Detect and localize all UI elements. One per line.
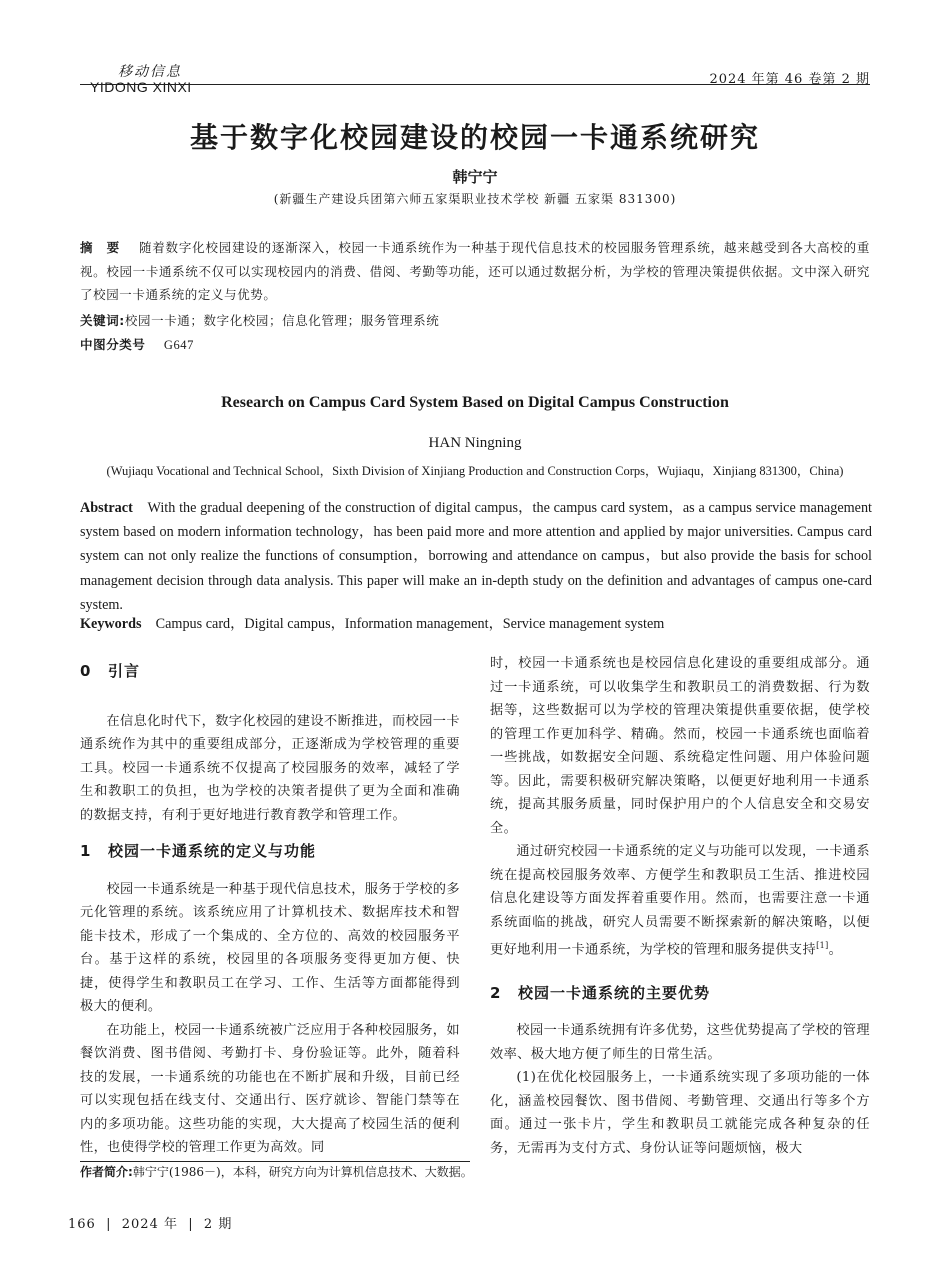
- paragraph: 校园一卡通系统拥有许多优势，这些优势提高了学校的管理效率、极大地方便了师生的日常生活。: [490, 1023, 870, 1062]
- body-right-column: [490, 652, 870, 1160]
- footnote-text: 韩宁宁(1986－)，本科，研究方向为计算机信息技术、大数据。: [132, 1165, 473, 1179]
- keywords-cn: [80, 309, 870, 333]
- keywords-en-label: Keywords: [80, 616, 142, 632]
- paragraph: 在功能上，校园一卡通系统被广泛应用于各种校园服务，如餐饮消费、图书借阅、考勤打卡、身份验证等。此外，随着科技的发展，一卡通系统的功能也在不断扩展和升级，目前已经可以实现包括在线支付、交通出行、医疗就诊、智能门禁等在内的多项功能。这些功能的实现，大大提高了校园生活的便利性，也使得学校的管理工作更为高效。同: [80, 1022, 460, 1155]
- section-1-heading: [80, 840, 460, 864]
- paragraph: [490, 840, 870, 962]
- paragraph: 时，校园一卡通系统也是校园信息化建设的重要组成部分。通过一卡通系统，可以收集学生和教职员工的消费数据、行为数据等，这些数据可以为学校的管理决策提供重要依据，使学校的管理工作更加科学、精确。然而，校园一卡通系统也面临着一些挑战，如数据安全问题、系统稳定性问题、用户体验问题等。因此，需要积极研究解决策略，以便更好地利用一卡通系统，提高其服务质量，同时保护用户的个人信息安全和交易安全。: [490, 656, 870, 836]
- abstract-en-label: Abstract: [80, 500, 133, 516]
- journal-name-cn: 移动信息: [118, 64, 182, 80]
- page-footer: [68, 1213, 232, 1232]
- keywords-en: [80, 612, 872, 636]
- paragraph-end: 。: [828, 942, 843, 958]
- clc-label: 中图分类号: [80, 337, 146, 352]
- english-title: Research on Campus Card System Based on Digital Campus Construction: [221, 394, 729, 411]
- abstract-en: [80, 496, 872, 617]
- body-left-column: [80, 660, 460, 1160]
- abstract-cn: [80, 236, 870, 307]
- footnote-rule: [80, 1161, 470, 1162]
- paragraph: 在信息化时代下，数字化校园的建设不断推进，而校园一卡通系统作为其中的重要组成部分，正逐渐成为学校管理的重要工具。校园一卡通系统不仅提高了校园服务的效率，减轻了学生和教职工的负担，也为学校的决策者提供了更为全面和准确的数据支持，有利于更好地进行教育教学和管理工作。: [80, 713, 460, 823]
- author-footnote: [80, 1163, 473, 1180]
- citation-ref: [1]: [816, 941, 829, 950]
- issue-info: 2024 年第 46 卷第 2 期: [709, 72, 870, 87]
- clc-number: [80, 333, 870, 358]
- section-2-number: 2: [490, 983, 502, 1002]
- paragraph: (1)在优化校园服务上，一卡通系统实现了多项功能的一体化，涵盖校园餐饮、图书借阅、考勤管理、交通出行等多个方面。通过一张卡片，学生和教职员工就能完成各种复杂的任务，无需再为支付方式、身份认证等问题烦恼，极大: [490, 1070, 870, 1156]
- footnote-label: 作者简介:: [80, 1165, 133, 1179]
- abstract-cn-label: 摘 要: [80, 240, 120, 255]
- author-affiliation: (新疆生产建设兵团第六师五家渠职业技术学校 新疆 五家渠 831300): [273, 192, 677, 206]
- abstract-en-text: With the gradual deepening of the construction of digital campus，the campus card system，as a campus service management system based on modern information technology，has been paid more and more attention and applied by major universities. Campus card system can not only realize the functions of consumption，borrowing and attendance on campus，but also provide the basis for school management decision through data analysis. This paper will make an in-depth study on the definition and advantages of campus one-card system.: [80, 500, 872, 613]
- page-number: 166: [68, 1217, 96, 1232]
- section-2-heading: [490, 982, 870, 1006]
- section-1-title: 校园一卡通系统的定义与功能: [108, 842, 317, 860]
- section-2-title: 校园一卡通系统的主要优势: [518, 983, 711, 1002]
- keywords-cn-label: 关键词:: [80, 313, 125, 328]
- journal-name-en: YIDONG XINXI: [90, 79, 192, 95]
- footer-separator: |: [183, 1217, 199, 1232]
- footer-issue: 2 期: [203, 1217, 233, 1232]
- section-1-number: 1: [80, 842, 92, 860]
- abstract-cn-text: 随着数字化校园建设的逐渐深入，校园一卡通系统作为一种基于现代信息技术的校园服务管理系统，越来越受到各大高校的重视。校园一卡通系统不仅可以实现校园内的消费、借阅、考勤等功能，还可以通过数据分析，为学校的管理决策提供依据。文中深入研究了校园一卡通系统的定义与优势。: [80, 240, 870, 302]
- section-0-heading: [80, 660, 460, 684]
- footer-separator: |: [100, 1217, 117, 1232]
- author-name: 韩宁宁: [452, 168, 498, 186]
- clc-code: G647: [163, 338, 194, 352]
- paper-title: 基于数字化校园建设的校园一卡通系统研究: [189, 121, 760, 154]
- keywords-en-text: Campus card，Digital campus，Information management，Service management system: [155, 616, 665, 632]
- paragraph-text: 通过研究校园一卡通系统的定义与功能可以发现，一卡通系统在提高校园服务效率、方便学生和教职员工生活、推进校园信息化建设等方面发挥着重要作用。然而，也需要注意一卡通系统面临的挑战，研究人员需要不断探索新的解决策略，以便更好地利用一卡通系统，为学校的管理和服务提供支持: [490, 844, 870, 958]
- header-rule: [80, 84, 870, 85]
- footer-year: 2024 年: [121, 1217, 178, 1232]
- keywords-cn-text: 校园一卡通；数字化校园；信息化管理；服务管理系统: [124, 313, 440, 328]
- english-author: HAN Ningning: [428, 435, 522, 451]
- paragraph: 校园一卡通系统是一种基于现代信息技术，服务于学校的多元化管理的系统。该系统应用了计算机技术、数据库技术和智能卡技术，形成了一个集成的、全方位的、高效的校园服务平台。基于这样的系统，校园里的各项服务变得更加方便、快捷，使得学生和教职员工在学习、工作、生活等方面都能得到极大的便利。: [80, 881, 460, 1014]
- english-affiliation: (Wujiaqu Vocational and Technical School，Sixth Division of Xinjiang Production and Construction Corps，Wujiaqu，Xinjiang 831300，China): [106, 464, 844, 478]
- section-0-title: 引言: [108, 662, 141, 680]
- section-0-number: 0: [80, 662, 92, 680]
